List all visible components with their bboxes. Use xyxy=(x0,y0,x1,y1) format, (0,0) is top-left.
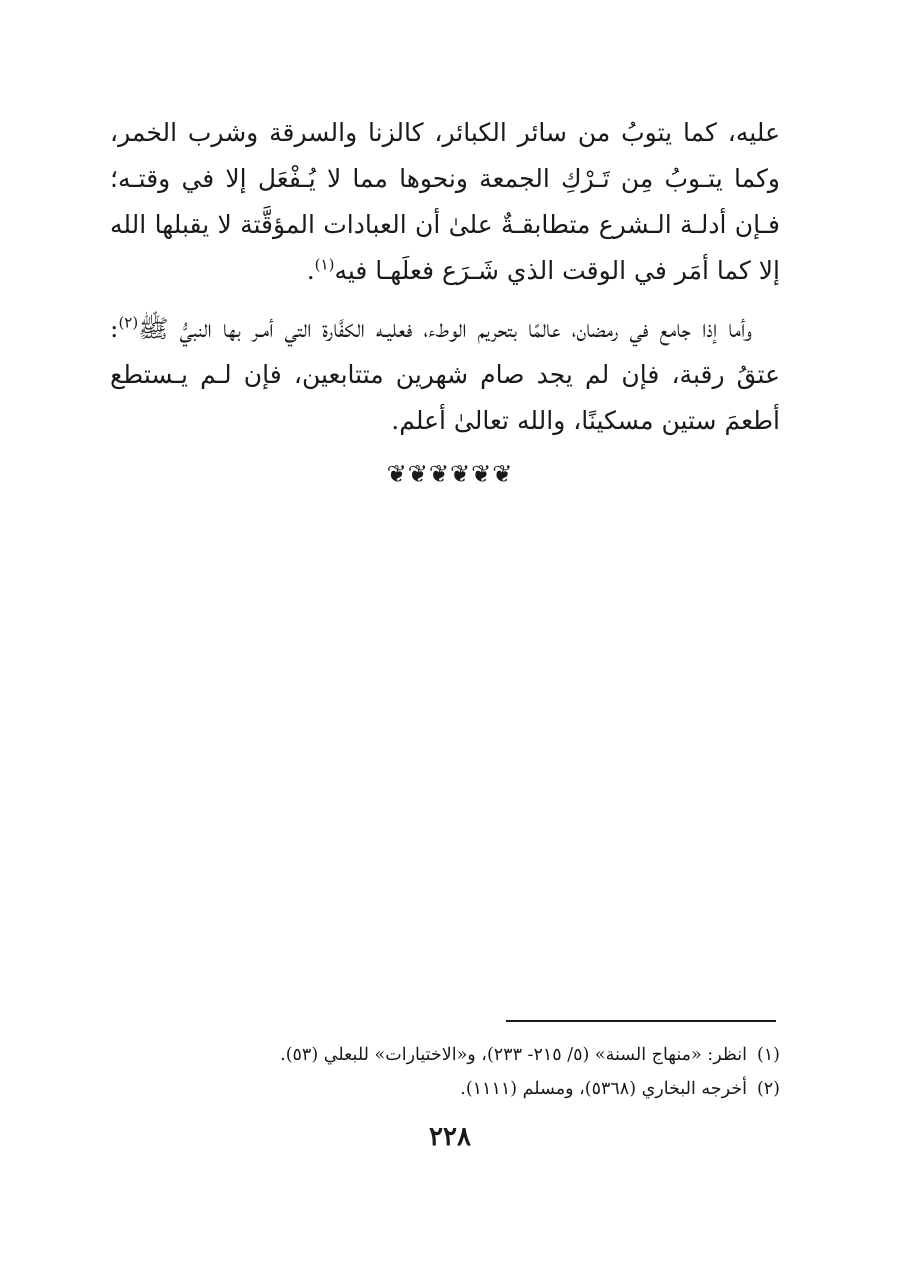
footnote-ref-1[interactable]: (١) xyxy=(314,255,335,274)
footnote-separator-line xyxy=(506,1020,776,1022)
main-text xyxy=(110,110,780,444)
paragraph-1 xyxy=(110,110,780,294)
footnotes-section xyxy=(110,1038,780,1106)
paragraph-2-tail: : عتقُ رقبة، فإن لم يجد صام شهرين متتابعين، فإن لـم يـستطع أطعمَ ستين مسكينًا، والله تعالىٰ أعلم. xyxy=(110,314,780,435)
paragraph-1-tail: . xyxy=(306,256,315,285)
footnote-1-text: انظر: «منهاج السنة» (٥/ ٢١٥- ٢٣٣)، و«الاختيارات» للبعلي (٥٣). xyxy=(280,1045,747,1065)
page-number: ٢٢٨ xyxy=(429,1122,471,1152)
footnote-2-text: أخرجه البخاري (٥٣٦٨)، ومسلم (١١١١). xyxy=(460,1079,747,1099)
footnote-2 xyxy=(110,1072,780,1106)
section-divider-ornament: ❦❦❦❦❦❦ xyxy=(386,460,514,488)
footnote-1-number: (١) xyxy=(756,1045,780,1065)
paragraph-1-text: عليه، كما يتوبُ من سائر الكبائر، كالزنا والسرقة وشرب الخمر، وكما يتـوبُ مِن تَـرْكِ الجمعة ونحوها مما لا يُـفْعَل إلا في وقتـه؛ فـإن أدلـة الـشرع متطابقـةٌ علىٰ أن العبادات المؤقَّتة لا يقبلها الله إلا كما أمَر في الوقت الذي شَـرَع فعلَهـا فيه xyxy=(110,118,780,285)
footnote-1 xyxy=(110,1038,780,1072)
paragraph-2 xyxy=(110,306,780,444)
footnote-ref-2[interactable]: (٢) xyxy=(118,313,139,332)
footnote-2-number: (٢) xyxy=(756,1079,780,1099)
paragraph-2-text: وأما إذا جامع في رمضان، عالمًا بتحريم الوطء، فعليـه الكفَّارة التي أمـر بها النبيُّ ﷺ xyxy=(138,314,752,343)
